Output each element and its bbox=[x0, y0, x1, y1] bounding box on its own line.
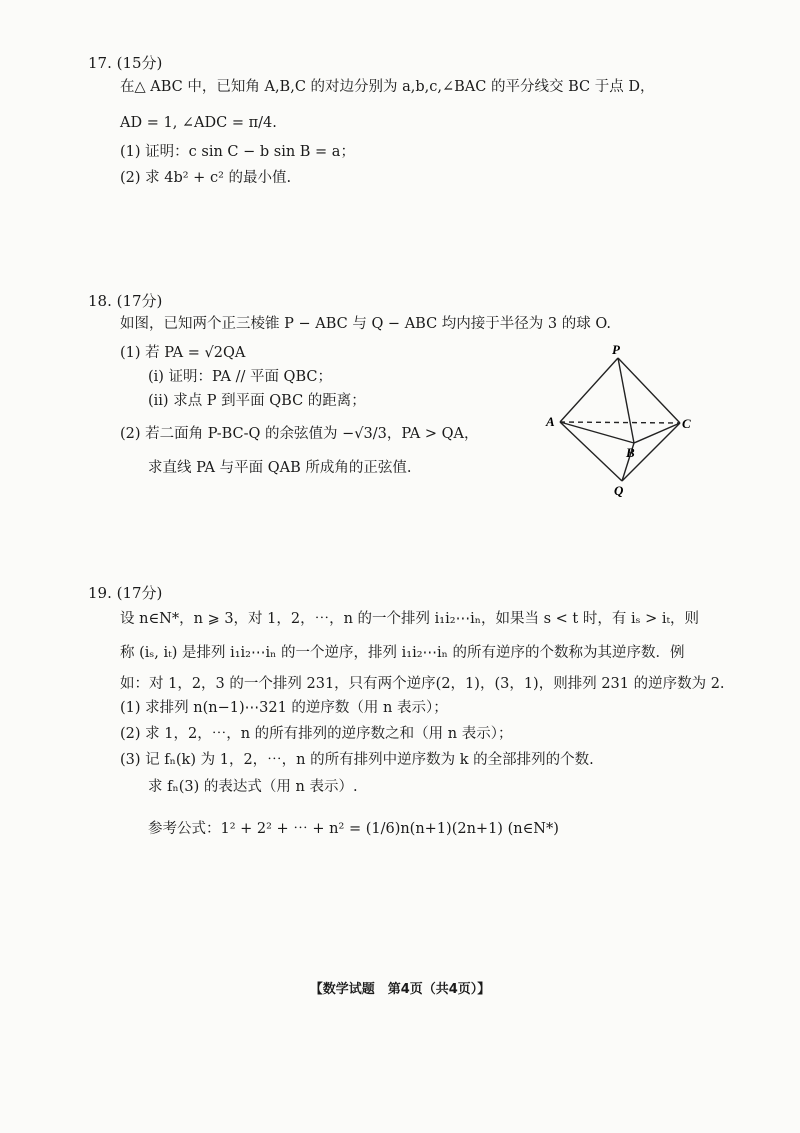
edge-pa bbox=[560, 358, 618, 422]
problem-19-part-3-ask: 求 fₙ(3) 的表达式（用 n 表示）. bbox=[148, 779, 358, 795]
problem-19-line: 称 (iₛ, iₜ) 是排列 i₁i₂⋯iₙ 的一个逆序，排列 i₁i₂⋯iₙ 的所有逆序的个数称为其逆序数．例 bbox=[120, 645, 685, 661]
page-footer: 【数学试题 第4页（共4页）】 bbox=[309, 982, 491, 997]
edge-pc bbox=[618, 358, 680, 423]
problem-17-line: 在△ ABC 中，已知角 A,B,C 的对边分别为 a,b,c,∠BAC 的平分线交 BC 于点 D， bbox=[120, 79, 655, 95]
label-a: A bbox=[546, 414, 555, 429]
edge-pb bbox=[618, 358, 634, 443]
problem-18-part-1-ii: (ⅱ) 求点 P 到平面 QBC 的距离； bbox=[148, 393, 366, 409]
problem-18-part-2-ask: 求直线 PA 与平面 QAB 所成角的正弦值. bbox=[148, 460, 412, 476]
edge-ac-hidden bbox=[560, 422, 680, 423]
label-q: Q bbox=[614, 483, 624, 498]
problem-17-line: AD = 1, ∠ADC = π/4. bbox=[120, 115, 277, 131]
problem-19-line: 如：对 1，2，3 的一个排列 231，只有两个逆序(2，1)，(3，1)，则排列 231 的逆序数为 2. bbox=[120, 676, 725, 692]
problem-18-part-1: (1) 若 PA = √2QA bbox=[120, 345, 246, 361]
problem-19-header: 19. (17分) bbox=[88, 584, 163, 602]
problem-19-part-3: (3) 记 fₙ(k) 为 1，2，⋯，n 的所有排列中逆序数为 k 的全部排列的个数. bbox=[120, 752, 594, 768]
problem-17-part-2: (2) 求 4b² + c² 的最小值. bbox=[120, 170, 292, 186]
problem-19-part-2: (2) 求 1，2，⋯，n 的所有排列的逆序数之和（用 n 表示）； bbox=[120, 726, 513, 742]
problem-18-header: 18. (17分) bbox=[88, 292, 163, 310]
problem-17-part-1: (1) 证明：c sin C − b sin B = a； bbox=[120, 144, 355, 160]
problem-18-line: 如图，已知两个正三棱锥 P − ABC 与 Q − ABC 均内接于半径为 3 的球 O. bbox=[120, 316, 611, 332]
reference-formula: 参考公式：1² + 2² + ⋯ + n² = (1/6)n(n+1)(2n+1) (n∈N*) bbox=[148, 821, 559, 837]
problem-18-part-1-i: (ⅰ) 证明：PA // 平面 QBC； bbox=[148, 369, 332, 385]
problem-19-line: 设 n∈N*，n ⩾ 3，对 1，2，⋯，n 的一个排列 i₁i₂⋯iₙ，如果当 s < t 时，有 iₛ > iₜ，则 bbox=[120, 611, 700, 627]
label-b: B bbox=[626, 445, 635, 460]
label-c: C bbox=[682, 416, 691, 431]
problem-19-part-1: (1) 求排列 n(n−1)⋯321 的逆序数（用 n 表示）； bbox=[120, 700, 448, 716]
label-p: P bbox=[612, 342, 620, 357]
problem-17-header: 17. (15分) bbox=[88, 54, 163, 72]
pyramid-figure bbox=[530, 340, 710, 505]
edge-bc bbox=[634, 423, 680, 443]
problem-18-part-2: (2) 若二面角 P-BC-Q 的余弦值为 −√3/3，PA > QA， bbox=[120, 426, 479, 442]
